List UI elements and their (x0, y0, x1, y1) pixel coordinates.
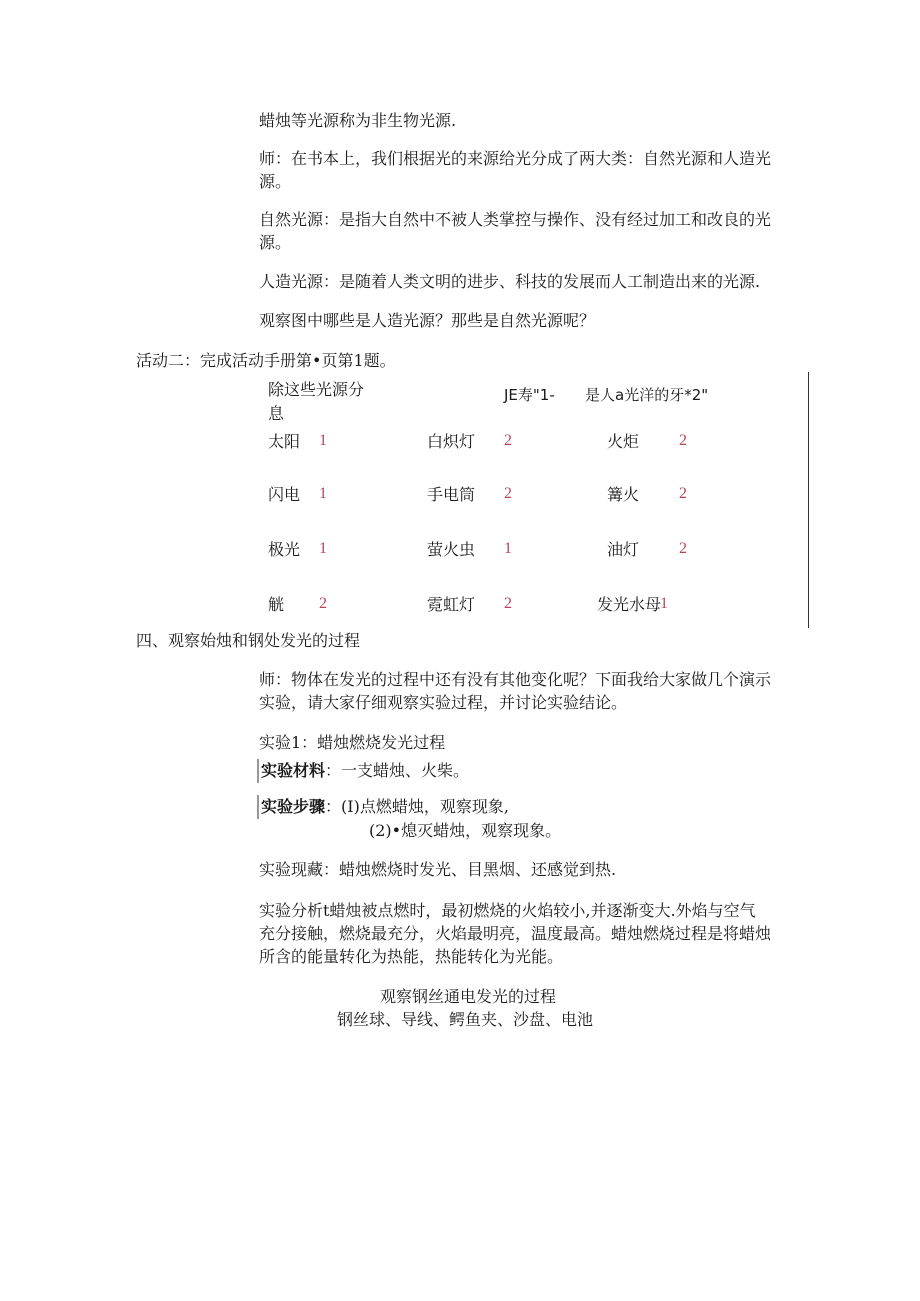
paragraph-teacher-line2: 源。 (259, 172, 292, 191)
paragraph-artificial: 人造光源：是随着人类文明的进步、科技的发展而人工制造出来的光源. (259, 272, 761, 291)
experiment-analysis-line2: 充分接触，燃烧最充分，火焰最明亮，温度最高。蜡烛燃烧过程是将蜡烛 (259, 924, 772, 943)
step-one-text: ：(I)点燃蜡烛，观察现象, (325, 797, 509, 816)
table-cell-value: 1 (504, 540, 512, 557)
table-cell-name: 霓虹灯 (427, 595, 476, 614)
section-four-heading: 四、观察始烛和钢处发光的过程 (136, 631, 361, 650)
experiment-analysis-line1: 实验分析t蜡烛被点燃时，最初燃烧的火焰较小,并逐渐变大.外焰与空气 (259, 901, 756, 920)
observation-two-materials: 钢丝球、导线、鳄鱼夹、沙盘、电池 (337, 1010, 594, 1029)
table-cell-value: 1 (319, 540, 327, 557)
table-cell-name: 萤火虫 (427, 540, 476, 559)
steps-label: 实验步骤 (261, 797, 326, 816)
table-cell-value: 2 (504, 595, 512, 612)
materials-label: 实验材料 (261, 761, 326, 780)
table-cell-value: 2 (679, 540, 687, 557)
table-cell-name: 篝火 (607, 485, 640, 504)
table-header-artificial: 是人a光洋的牙*2" (585, 386, 709, 404)
table-right-border (808, 372, 809, 628)
paragraph-natural-line2: 源。 (259, 233, 292, 252)
table-cell-value: 2 (679, 485, 687, 502)
table-cell-name: 觥 (268, 595, 285, 614)
table-cell-name: 白炽灯 (427, 432, 476, 451)
teacher-demo-line2: 实验，请大家仔细观察实验过程，并讨论实验结论。 (259, 693, 628, 712)
table-cell-name: 极光 (268, 540, 301, 559)
table-cell-value: 1 (319, 485, 327, 502)
table-cell-value: 1 (319, 432, 327, 449)
paragraph-natural-line1: 自然光源：是指大自然中不被人类掌控与操作、没有经过加工和改良的光 (259, 210, 772, 229)
table-cell-value: 2 (679, 432, 687, 449)
table-cell-name: 火炬 (607, 432, 640, 451)
table-cell-value: 2 (319, 595, 327, 612)
experiment-one-title: 实验1：蜡烛燃烧发光过程 (259, 733, 446, 752)
experiment-analysis-line3: 所含的能量转化为热能，热能转化为光能。 (259, 947, 564, 966)
activity-two-heading: 活动二：完成活动手册第•页第1题。 (136, 351, 396, 370)
table-header-natural: JE寿"1- (504, 386, 555, 404)
teacher-demo-line1: 师：物体在发光的过程中还有没有其他变化呢？下面我给大家做几个演示 (259, 670, 772, 689)
table-cell-name: 油灯 (607, 540, 640, 559)
experiment-phenomenon: 实验现藏：蜡烛燃烧时发光、目黑烟、还感觉到热. (259, 860, 617, 879)
observation-two-title: 观察钢丝通电发光的过程 (380, 987, 557, 1006)
materials-margin-bar (257, 759, 259, 783)
table-cell-value: 2 (504, 485, 512, 502)
table-cell-value: 2 (504, 432, 512, 449)
table-cell-name: 手电筒 (427, 485, 476, 504)
step-two-text: (2)•熄灭蜡烛，观察现象。 (369, 821, 562, 840)
table-cell-value: 1 (660, 595, 668, 612)
paragraph-teacher-line1: 师：在书本上，我们根据光的来源给光分成了两大类：自然光源和人造光 (259, 149, 772, 168)
table-cell-name: 发光水母 (597, 595, 662, 614)
steps-line (261, 795, 509, 819)
materials-text: ：一支蜡烛、火柴。 (325, 761, 470, 780)
paragraph-nonbio-source: 蜡烛等光源称为非生物光源. (259, 111, 457, 130)
paragraph-observe-question: 观察图中哪些是人造光源？那些是自然光源呢？ (259, 311, 596, 330)
materials-line (261, 759, 469, 783)
table-cell-name: 闪电 (268, 485, 301, 504)
steps-margin-bar (257, 795, 259, 819)
table-title: 除这些光源分息 (268, 380, 365, 423)
table-cell-name: 太阳 (268, 432, 301, 451)
